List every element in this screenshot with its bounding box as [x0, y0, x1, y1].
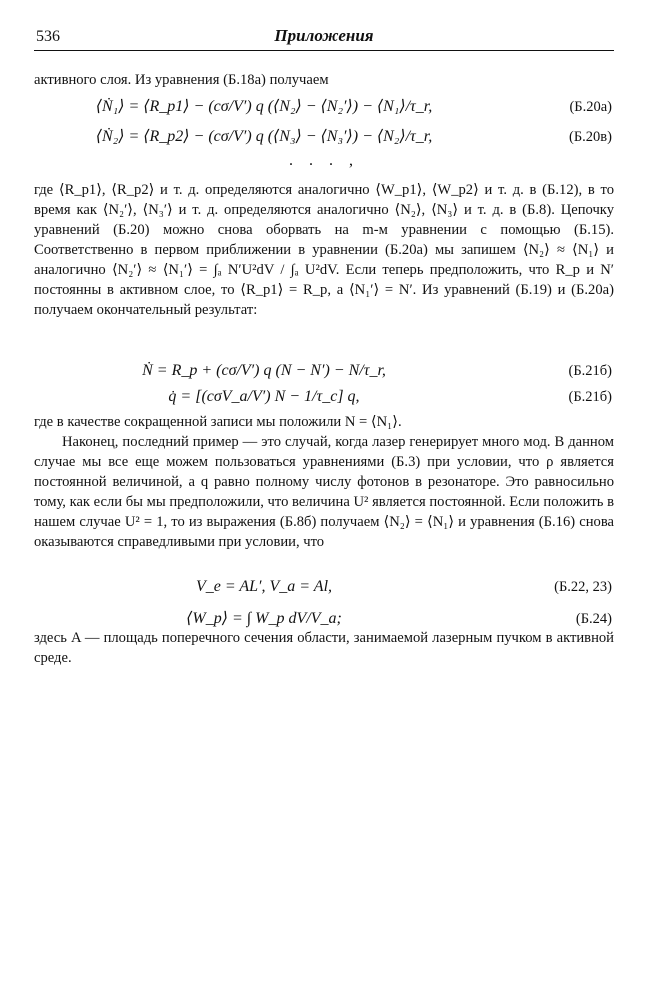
equation-expression: ⟨Ṅ₁⟩ = ⟨R_p1⟩ − (cσ/V′) q (⟨N₂⟩ − ⟨N₂′⟩) − ⟨N₁⟩/τ_r,	[95, 98, 433, 115]
equation-number: (Б.21б)	[568, 363, 612, 379]
intro-line: активного слоя. Из уравнения (Б.18а) получаем	[34, 72, 329, 88]
equation-number: (Б.21б)	[568, 389, 612, 405]
equation-number: (Б.20а)	[569, 99, 612, 115]
equation-expression: q̇ = [(cσV_a/V′) N − 1/τ_c] q,	[168, 388, 360, 405]
equation-b20a	[34, 94, 614, 120]
equation-b22-23	[34, 574, 614, 600]
paragraph-notation: где в качестве сокращенной записи мы положили N = ⟨N₁⟩.	[34, 414, 402, 430]
ellipsis-continuation: . . . ,	[289, 152, 359, 169]
equation-expression: Ṅ = R_p + (cσ/V′) q (N − N′) − N/τ_r,	[142, 362, 386, 379]
running-title: Приложения	[274, 26, 374, 45]
equation-number: (Б.20в)	[569, 129, 612, 145]
equation-number: (Б.22, 23)	[554, 579, 612, 595]
equation-expression: V_e = AL′, V_a = Al,	[195, 578, 333, 595]
equation-number: (Б.24)	[575, 611, 612, 627]
paragraph-definitions: где ⟨R_p1⟩, ⟨R_p2⟩ и т. д. определяются аналогично ⟨W_p1⟩, ⟨W_p2⟩ и т. д. в (Б.12), в то время как ⟨N₂′⟩, ⟨N₃′⟩ и т. д. определяются аналогично ⟨N₂⟩, ⟨N₃⟩ и т. д. в (Б.8). Цепочку уравнений (Б.20) можно снова оборвать на m-м уравнении с помощью (Б.15). Соответственно в первом приближении в уравнении (Б.20а) мы запишем ⟨N₂⟩ ≈ ⟨N₁⟩ и аналогично ⟨N₂′⟩ ≈ ⟨N₁′⟩ = ∫ₐ N′U²dV / ∫ₐ U²dV. Если теперь предположить, что R_p и N′ постоянны в активном слое, то ⟨R_p1⟩ = R_p, а ⟨N₁′⟩ = N′. Из уравнений (Б.19) и (Б.20а) получаем окончательный результат:	[34, 182, 614, 318]
equation-b20v	[34, 124, 614, 150]
paragraph-multimode: Наконец, последний пример — это случай, когда лазер генерирует много мод. В данном случае мы все еще можем пользоваться уравнениями (Б.3) при условии, что ρ является постоянной величиной, а q равно полному числу фотонов в резонаторе. Это равносильно тому, как если бы мы предположили, что величина U² является постоянной. Если положить в нашем случае U² = 1, то из выражения (Б.8б) получаем ⟨N₂⟩ = ⟨N₁⟩ и уравнения (Б.16) снова оказываются справедливыми при условии, что	[34, 434, 614, 550]
page-header	[34, 22, 614, 51]
equation-b21b	[34, 384, 614, 410]
equation-b21a	[34, 358, 614, 384]
equation-expression: ⟨W_p⟩ = ∫ W_p dV/V_a;	[186, 610, 342, 627]
page-number: 536	[36, 28, 60, 45]
paragraph-area-definition: здесь A — площадь поперечного сечения области, занимаемой лазерным пучком в активной среде.	[34, 630, 614, 666]
equation-expression: ⟨Ṅ₂⟩ = ⟨R_p2⟩ − (cσ/V′) q (⟨N₃⟩ − ⟨N₃′⟩) − ⟨N₂⟩/τ_r,	[95, 128, 433, 145]
